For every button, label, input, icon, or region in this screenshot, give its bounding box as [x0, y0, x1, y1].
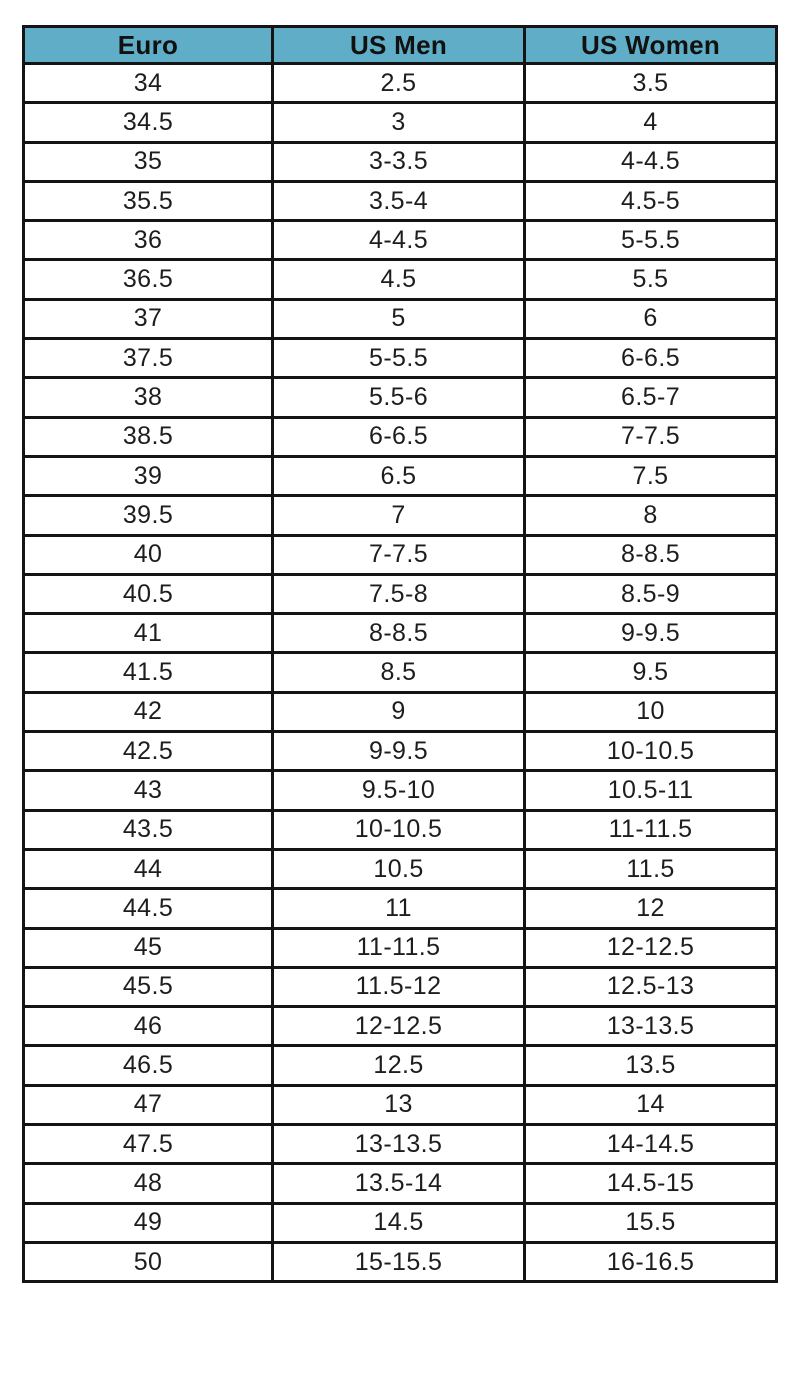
- cell-euro: 45.5: [24, 967, 273, 1006]
- cell-us-women: 4-4.5: [525, 142, 777, 181]
- cell-euro: 47: [24, 1085, 273, 1124]
- cell-us-men: 3: [273, 103, 525, 142]
- table-row: [24, 1125, 777, 1164]
- table-body: [24, 64, 777, 1282]
- cell-us-women: 13-13.5: [525, 1007, 777, 1046]
- cell-us-women: 14: [525, 1085, 777, 1124]
- cell-euro: 36.5: [24, 260, 273, 299]
- cell-euro: 47.5: [24, 1125, 273, 1164]
- cell-euro: 38.5: [24, 417, 273, 456]
- table-row: [24, 378, 777, 417]
- cell-us-men: 5: [273, 299, 525, 338]
- cell-us-men: 8.5: [273, 653, 525, 692]
- table-row: [24, 221, 777, 260]
- cell-us-women: 5.5: [525, 260, 777, 299]
- cell-us-women: 9.5: [525, 653, 777, 692]
- header-euro: Euro: [24, 27, 273, 64]
- cell-us-men: 9.5-10: [273, 771, 525, 810]
- cell-us-women: 8: [525, 496, 777, 535]
- cell-euro: 37.5: [24, 339, 273, 378]
- table-row: [24, 299, 777, 338]
- header-row: [24, 27, 777, 64]
- cell-euro: 48: [24, 1164, 273, 1203]
- cell-us-women: 9-9.5: [525, 614, 777, 653]
- cell-euro: 44: [24, 849, 273, 888]
- cell-us-men: 5-5.5: [273, 339, 525, 378]
- cell-us-women: 4: [525, 103, 777, 142]
- cell-us-men: 7.5-8: [273, 574, 525, 613]
- cell-us-women: 12.5-13: [525, 967, 777, 1006]
- cell-euro: 37: [24, 299, 273, 338]
- cell-euro: 42.5: [24, 732, 273, 771]
- cell-us-women: 10: [525, 692, 777, 731]
- cell-us-women: 12: [525, 889, 777, 928]
- cell-us-men: 4-4.5: [273, 221, 525, 260]
- cell-euro: 43.5: [24, 810, 273, 849]
- cell-us-women: 10.5-11: [525, 771, 777, 810]
- table-row: [24, 103, 777, 142]
- table-row: [24, 1085, 777, 1124]
- cell-euro: 35.5: [24, 181, 273, 220]
- cell-us-men: 6-6.5: [273, 417, 525, 456]
- cell-us-men: 2.5: [273, 64, 525, 103]
- cell-euro: 43: [24, 771, 273, 810]
- cell-us-women: 10-10.5: [525, 732, 777, 771]
- cell-us-men: 10-10.5: [273, 810, 525, 849]
- table-row: [24, 339, 777, 378]
- table-row: [24, 417, 777, 456]
- table-row: [24, 967, 777, 1006]
- cell-euro: 41: [24, 614, 273, 653]
- cell-us-men: 14.5: [273, 1203, 525, 1242]
- cell-us-women: 6-6.5: [525, 339, 777, 378]
- table-row: [24, 1046, 777, 1085]
- cell-euro: 44.5: [24, 889, 273, 928]
- table-row: [24, 1242, 777, 1281]
- cell-us-men: 13-13.5: [273, 1125, 525, 1164]
- table-row: [24, 928, 777, 967]
- table-row: [24, 260, 777, 299]
- cell-us-men: 9-9.5: [273, 732, 525, 771]
- cell-us-women: 8.5-9: [525, 574, 777, 613]
- cell-us-men: 3-3.5: [273, 142, 525, 181]
- cell-us-men: 10.5: [273, 849, 525, 888]
- cell-us-women: 7.5: [525, 456, 777, 495]
- cell-euro: 35: [24, 142, 273, 181]
- cell-us-women: 13.5: [525, 1046, 777, 1085]
- cell-us-women: 11.5: [525, 849, 777, 888]
- table-row: [24, 1007, 777, 1046]
- cell-us-men: 8-8.5: [273, 614, 525, 653]
- cell-us-men: 13: [273, 1085, 525, 1124]
- cell-euro: 40.5: [24, 574, 273, 613]
- cell-us-women: 12-12.5: [525, 928, 777, 967]
- table-row: [24, 142, 777, 181]
- table-row: [24, 614, 777, 653]
- table-row: [24, 849, 777, 888]
- header-us-men: US Men: [273, 27, 525, 64]
- cell-us-women: 8-8.5: [525, 535, 777, 574]
- cell-euro: 40: [24, 535, 273, 574]
- cell-euro: 36: [24, 221, 273, 260]
- table-row: [24, 181, 777, 220]
- cell-us-women: 6: [525, 299, 777, 338]
- cell-us-men: 12-12.5: [273, 1007, 525, 1046]
- table-row: [24, 732, 777, 771]
- cell-us-women: 14.5-15: [525, 1164, 777, 1203]
- cell-us-women: 3.5: [525, 64, 777, 103]
- cell-us-women: 15.5: [525, 1203, 777, 1242]
- cell-euro: 42: [24, 692, 273, 731]
- table-row: [24, 496, 777, 535]
- table-row: [24, 574, 777, 613]
- cell-us-men: 5.5-6: [273, 378, 525, 417]
- cell-us-men: 6.5: [273, 456, 525, 495]
- cell-us-women: 5-5.5: [525, 221, 777, 260]
- table-row: [24, 810, 777, 849]
- cell-euro: 38: [24, 378, 273, 417]
- table-row: [24, 771, 777, 810]
- cell-us-women: 11-11.5: [525, 810, 777, 849]
- table-row: [24, 64, 777, 103]
- cell-us-men: 7: [273, 496, 525, 535]
- cell-us-men: 9: [273, 692, 525, 731]
- table-row: [24, 535, 777, 574]
- cell-euro: 46: [24, 1007, 273, 1046]
- cell-euro: 34.5: [24, 103, 273, 142]
- cell-euro: 46.5: [24, 1046, 273, 1085]
- header-us-women: US Women: [525, 27, 777, 64]
- cell-us-men: 11.5-12: [273, 967, 525, 1006]
- cell-euro: 49: [24, 1203, 273, 1242]
- cell-us-women: 14-14.5: [525, 1125, 777, 1164]
- table-row: [24, 1164, 777, 1203]
- table-row: [24, 889, 777, 928]
- cell-euro: 50: [24, 1242, 273, 1281]
- cell-us-women: 6.5-7: [525, 378, 777, 417]
- cell-us-women: 16-16.5: [525, 1242, 777, 1281]
- size-conversion-table: [22, 25, 778, 1283]
- cell-euro: 45: [24, 928, 273, 967]
- table-row: [24, 1203, 777, 1242]
- cell-us-women: 7-7.5: [525, 417, 777, 456]
- table-row: [24, 692, 777, 731]
- cell-euro: 39.5: [24, 496, 273, 535]
- cell-euro: 41.5: [24, 653, 273, 692]
- size-conversion-table-container: [22, 25, 778, 1283]
- cell-us-men: 4.5: [273, 260, 525, 299]
- cell-us-men: 7-7.5: [273, 535, 525, 574]
- cell-euro: 39: [24, 456, 273, 495]
- table-row: [24, 653, 777, 692]
- cell-us-men: 15-15.5: [273, 1242, 525, 1281]
- cell-us-men: 12.5: [273, 1046, 525, 1085]
- cell-euro: 34: [24, 64, 273, 103]
- cell-us-men: 11: [273, 889, 525, 928]
- cell-us-men: 3.5-4: [273, 181, 525, 220]
- cell-us-men: 11-11.5: [273, 928, 525, 967]
- table-row: [24, 456, 777, 495]
- table-header: [24, 27, 777, 64]
- cell-us-women: 4.5-5: [525, 181, 777, 220]
- cell-us-men: 13.5-14: [273, 1164, 525, 1203]
